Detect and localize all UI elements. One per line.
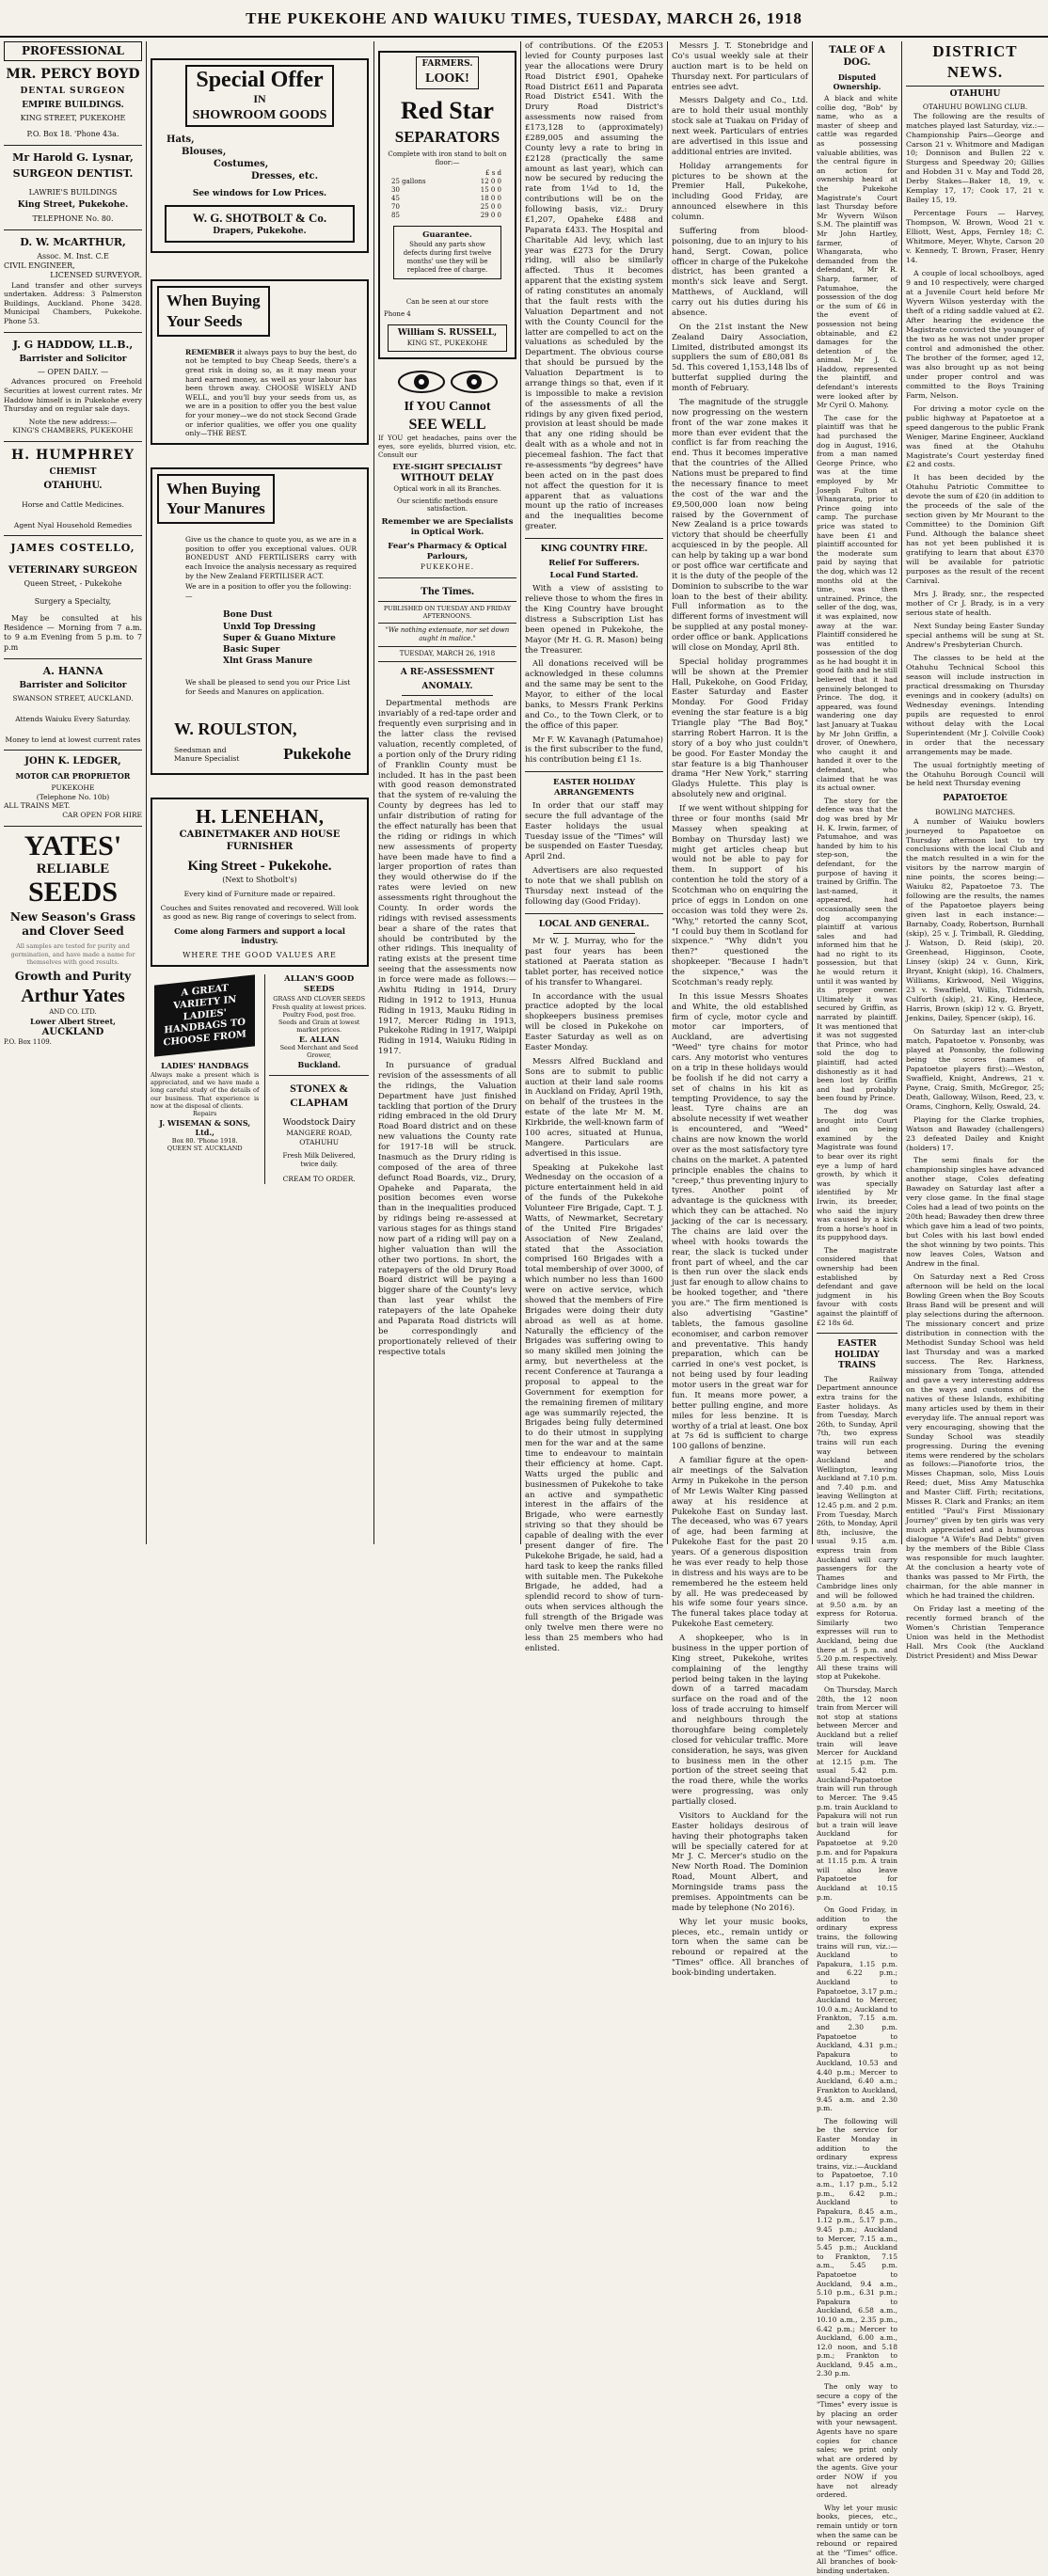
column-4 xyxy=(525,41,663,1653)
shotbolt-name: W. G. SHOTBOLT & Co. xyxy=(192,211,327,226)
eyes-illustration-icon xyxy=(396,369,500,395)
local-para: Messrs Alfred Buckland and Sons are to submit to public auction at their land sale rooms in Auckland on Friday, April 19th, on behalf of the trustees in the estate of the late Mr M. M. Kirkbride, the well-known farm of 100 acres, situated at Hunua, Mangere. Particulars are advertised in this issue. xyxy=(525,1056,663,1159)
allans-line: Fresh quality at lowest prices. xyxy=(272,1003,367,1011)
manures-title1: When Buying xyxy=(167,479,261,498)
news-para: A shopkeeper, who is in business in the upper portion of King street, Pukekohe, writes complaining of the lengthy period being taken in the laying down of a tarred macadam surface on the road and of the loss of trade accruing to himself and neighbours through the thoroughfare being completely closed for vehicular traffic. More consideration, he says, was given to business men in the other portion of the street seeing that the road there, while the works were progressing, was only partially closed. xyxy=(672,1634,808,1807)
yates-ad xyxy=(4,832,142,1048)
column-advertisements xyxy=(151,41,369,1544)
papatoetoe-para: On Saturday next a Red Cross afternoon will be held on the local Bowling Green when the Boy Scouts Brass Band will be present and will play selections during the afternoon. The missionary concert and prize distribution in connection with the Methodist Sunday School was held last Thursday and was a marked success. The Rev. Harkness, missionary from Tonga, attended and gave a very interesting address on the ways and customs of the natives of these Islands, exhibiting many articles used by them in their everyday life. The annual report was very encouraging, showing that the Sunday School was steadily progressing. During the evening items were rendered by the scholars as follows:—Pianoforte trios, the Misses Chapman, solo, Miss Louis Reed; duet, Miss Amy Matuschka and Master Cliff. Firth; recitations, Misses R. Clark and Franks; an item entitled "Paul's First Missionary Journey" given by ten girls was very much appreciated and a humorous dialogue "A Wife's Bad Debts" given by the members of the Bible Class was responsible for much laughter. At the conclusion a hearty vote of thanks was passed to Mr Firth, the chairman, for the able manner in which he had trained the children. xyxy=(906,1272,1044,1601)
otahuhu-para: A couple of local schoolboys, aged 9 and 10 respectively, were charged at a Juvenile Court held before Mr Wyvern Wilson yesterday with the theft of a riding saddle valued at £2. After hearing the evidence the Magistrate convicted the younger of the two as he was not under proper control and admonished the other. The brother of the former, aged 12, was also brought up as not being under proper control and was committed to the Boys Training Farm, Nelson. xyxy=(906,269,1044,400)
special-item: Hats, xyxy=(167,134,195,146)
local-para: Speaking at Pukekohe last Wednesday on the occasion of a picture entertainment held in aid of the funds of the Pukekohe Volunteer Fire Brigade, Capt. T. J. Watts, of Newmarket, Secretary of the United Fire Brigades' Association of New Zealand, stated that the Association comprised 160 Brigades with a total membership of over 3000, of which number no less than 1600 were on active service, which showed that the members of Fire Brigades were doing their duty abroad as well as at home. Naturally the efficiency of the Brigades was suffering owing to so many skilled men joining the army, but nevertheless at the recent Conference at Tauranga a proposal to appeal to the Government for exemption for the remaining firemen of military age was summarily rejected, the Brigades being fully determined to do their utmost in supplying men for the war and at the same time to endeavour to maintain their efficiency at home. Capt. Watts urged the public and businessmen of Pukekohe to take an active and sympathetic interest in the affairs of the Brigade, who were earnestly striving so that they should be capable of dealing with the ever present danger of fire. The Pukekohe Brigade, he said, had a hard task to keep the ranks filled with suitable men. The Pukekohe Brigade, he added, had a splendid record to show of turn-outs when services although the full strength of the Brigade was only twelve men there were no less than 25 members who had enlisted. xyxy=(525,1162,663,1653)
costello-name: JAMES COSTELLO, xyxy=(10,542,135,555)
fire-subheading: Relief For Sufferers. xyxy=(548,558,640,568)
news-para: Messrs J. T. Stonebridge and Co's usual weekly sale at their auction mart is to be held on Thursday next. For particulars of entries see advt. xyxy=(672,41,808,92)
handbag-body: Always make a present which is appreciated, and we have made a long careful study of the details of our business. That experience is now at the disposal of clients. xyxy=(151,1070,260,1110)
column-6 xyxy=(817,41,897,2575)
local-para: Mr W. J. Murray, who for the past four years has been stationed at Paerata station as tablet porter, has received notice of his transfer to Whangarei. xyxy=(525,937,663,988)
special-offer-title: Special Offer xyxy=(196,68,324,92)
stonex-addr: MANGERE ROAD, OTAHUHU xyxy=(286,1129,353,1146)
trains-para: Why let your music books, pieces, etc., remain untidy or torn when the same can be rebound or repaired at the "Times" office. All branches of book-binding undertaken. xyxy=(817,2503,897,2575)
haddow-role: Barrister and Solicitor xyxy=(19,354,127,364)
guarantee-box xyxy=(393,226,501,279)
trains-para: The following will be the service for Easter Monday in addition to the ordinary express trains, viz.:—Auckland to Papatoetoe, 7.10 a.m., 1.17 p.m., 5.12 p.m., 6.42 p.m.; Auckland to Papakura, 8.45 a.m., 1.12 p.m., 5.17 p.m., 9.45 p.m.; Auckland to Mercer, 7.15 a.m., 5.45 p.m.; Auckland to Frankton, 7.15 a.m., 5.45 p.m. Papatoetoe to Auckland, 9.4 a.m., 5.10 p.m., 6.31 p.m.; Papakura to Auckland, 6.58 a.m., 10.10 a.m., 2.35 p.m., 6.42 p.m.; Mercer to Auckland, 6.00 a.m., 12.0 noon, and 5.18 p.m.; Frankton to Auckland, 9.45 a.m., 2.30 p.m. xyxy=(817,2116,897,2378)
seeds-title-box xyxy=(157,286,270,337)
lenehan-line: Every kind of Furniture made or repaired. xyxy=(183,889,336,898)
look-label: LOOK! xyxy=(425,71,469,86)
special-item: Costumes, xyxy=(214,159,269,170)
anomaly-para: In pursuance of gradual revision of the assessments of all the ridings, the Valuation Department have just finished tackling that portion of the Drury riding embraced in the old Drury Road Board district and on these new valuations the County rate for 1917-18 will be struck. Inasmuch as the Drury riding is composed of the area of three defunct Road Boards, viz., Drury, Opaheke and Paparata, the position becomes even worse than in the inequalities produced by ridings being re-assessed at various stages for as things stand now part of a riding will pay on a higher valuation than will the other two portions. In short, the ratepayers of the old Drury Road Board district will be paying a bigger share of the County's levy than last year whilst the ratepayers of the late Opaheke and Paparata Road districts will be correspondingly and proportionately relieved of their respective totals xyxy=(378,1061,516,1357)
ledger-trains: ALL TRAINS MET. xyxy=(4,801,71,811)
trains-para: On Good Friday, in addition to the ordinary express trains, the following trains will run, viz.:—Auckland to Papakura, 1.15 p.m. and 6.22 p.m.; Auckland to Papatoetoe, 3.17 p.m.; Auckland to Mercer, 10.0 a.m.; Auckland to Frankton, 7.15 a.m. and 2.30 p.m. Papatoetoe to Auckland, 4.31 p.m.; Papakura to Auckland, 10.53 and 4.40 p.m.; Mercer to Auckland, 6.40 a.m.; Frankton to Auckland, 9.45 a.m. and 2.30 p.m. xyxy=(817,1905,897,2113)
allans-line: Poultry Food, post free. xyxy=(282,1010,356,1019)
trains-para: The only way to secure a copy of the "Times" every issue is by placing an order with your newsagent. Agents have no spare copies for chance sales; we print only what are ordered by the agents. Give your order NOW if you have not already ordered. xyxy=(817,2382,897,2500)
masthead xyxy=(0,0,1048,38)
papatoetoe-para: The semi finals for the championship singles have advanced another stage, Coles defeating Bawadey on Saturday last after a very close game. In the final stage Coles had a lead of two points on the 20th head; Bawadey then drew three which gave him a lead of two points, but Coles with his last bowl ended the shot winning by two points. This now leaves Coles, Watson and Andrew in the final. xyxy=(906,1156,1044,1269)
manures-footer: We shall be pleased to send you our Price List for Seeds and Manures on application. xyxy=(185,678,351,696)
column-rule xyxy=(520,41,521,1544)
anomaly-continued: of contributions. Of the £2053 levied for County purposes last year the allocations were Drury Road District £901, Opaheke Road District £611 and Paparata Road District £541. With the Drury Road District's assessments now raised from £173,128 to (approximately) £289,005 and assuming the County levy a rate to bring in £2128 (practically the same amount as last year), which can now be secured by reducing the rate from 1¼d to 1d, the contributions will be on the following basis, viz.: Drury £1,207, Opaheke £488 and Paparata £433. The Hospital and Charitable Aid levy, which last year was £273 for the Drury riding, will also be similarly affected. Thus it becomes apparent that the existing system of rating constitutes an anomaly that the fault rests with the Valuation Department and not with the County Council for the latter are compelled to act on the valuations as scheduled by the Department. The obvious course that should be pursued by the Valuation Department is to arrange things so that, even if it is impossible to make a revision of the assessments of all the ridings by any given fixed period, provision at least should be made that any one riding should be dealt with as a whole and not in piecemeal fashion. The fact that re-assessments "by degrees" have been acted on in the past does not affect the question for it is apparent that as valuations mount up the ratio of increases and the inequalities become greater. xyxy=(525,41,663,532)
russell-box xyxy=(388,324,507,352)
news-para: In this issue Messrs Shoates and White, the old established firm of cycle, motor cycle and motor car importers, of Auckland, are advertising "Weed" tyre chains for motor cars. Any motorist who ventures on a trip in these holidays would be foolish if he did not carry a set of chains in his kit as tempting Providence, to say the least. Tyre chains are an absolute necessity if wet weather is encountered, and "Weed" chains are now known the world over as the most satisfactory tyre chains on the market. A patented principle enables the chains to "creep," thus preventing injury to tyres. Another point of advantage is the quickness with which they can be attached. No jacking of the car is necessary. The chains are laid over the wheel with hooks towards the rear, the slack is tucked under front part of wheel, and the car is then run over the slack ends just far enough to allow chains to be hooked together, and "there you are." The firm mentioned is also advertising "Gastine" tablets, the famous gasoline economiser, and carbon remover and preventative. This handy preparation, which can be carried in one's vest pocket, is not being used by four leading motor users in the great war for fun. It means more power, a better pulling engine, and more miles for less benzine. It is worthy of a trial at least. One box at 7s 6d is sufficient to charge 100 gallons of benzine. xyxy=(672,991,808,1452)
news-para: On the 21st instant the New Zealand Dairy Association, Limited, distributed amongst its suppliers the sum of £80,081 8s 5d. This covered 1,153,148 lbs of butterfat supplied during the month of February. xyxy=(672,322,808,393)
column-professional xyxy=(4,41,142,1544)
sep-row: 25 gallons 12 0 0 xyxy=(391,178,501,186)
mcarthur-text: Land transfer and other surveys undertaken. Address: 3 Palmerston Buildings, Auckland. Phone 3428. Municipal Chambers, Pukekohe. Phone 53. xyxy=(4,280,142,326)
manures-text: Give us the chance to quote you, as we are in a position to offer you exceptional values. OUR BONEDUST AND FERTILISERS carry with each Invoice the analysis necessary as required by the New Zealand FERTILISER ACT. xyxy=(185,535,357,580)
special-offer-ad xyxy=(151,58,369,253)
haddow-address: KING'S CHAMBERS, PUKEKOHE xyxy=(12,426,134,435)
lysnar-street: King Street, Pukekohe. xyxy=(17,200,129,211)
eyes-title2: SEE WELL xyxy=(408,416,486,433)
yates-street: Lower Albert Street, xyxy=(30,1017,116,1027)
lenehan-street: King Street - Pukekohe. xyxy=(187,858,332,874)
otahuhu-para: For driving a motor cycle on the public highway at Papatoetoe at a speed dangerous to the public Frank Weniger, Marine Engineer, Auckland was fined at the Otahuhu Magistrate's Court yesterday fined £2 and costs. xyxy=(906,403,1044,469)
boyd-role: DENTAL SURGEON xyxy=(20,87,126,97)
stonex-sub: Woodstock Dairy xyxy=(282,1117,356,1128)
wiseman-addr: QUEEN ST. AUCKLAND xyxy=(167,1145,243,1153)
yates-box: P.O. Box 1109. xyxy=(4,1038,52,1047)
humphrey-text: Horse and Cattle Medicines. xyxy=(22,500,124,510)
wiseman-box: Box 80. 'Phone 1918. xyxy=(171,1137,238,1146)
special-item: Blouses, xyxy=(182,147,227,158)
eyes-title1: If YOU Cannot xyxy=(404,399,491,414)
yates-sub: New Season's Grass and Clover Seed xyxy=(9,909,136,939)
news-para: Suffering from blood-poisoning, due to an injury to his hand, Sergt. Cowan, police officer in charge of the Pukekohe district, has been granted a month's sick leave and Sergt. Matthews, of Auckland, will carry out his duties during his absence. xyxy=(672,226,808,318)
column-rule xyxy=(667,41,668,1544)
yates-title: YATES' xyxy=(24,830,122,861)
hanna-money: Money to lend at lowest current rates xyxy=(5,735,141,744)
shotbolt-sub: Drapers, Pukekohe. xyxy=(213,226,307,236)
papatoetoe-para: A number of Waiuku bowlers journeyed to Papatoetoe on Thursday afternoon last to try conclusions with the local Club and the match resulted in a win for the visitors by the narrow margin of nine points, the scores being:—Waiuku 82, Papatoetoe 73. The following are the results, the names of the Papatoetoe players being given last in each instance:—Barnaby, Coady, Robertson, Burnhall (skip), 25 v. J. Trimball, R. Gledding, J. Watson, D. Reid (skip), 20. Greenhead, Higginson, Coote, Linsey (skip) 24 v. Gunn, Kirk, Bryant, Knight (skip), 16. Chalmers, Williams, Kirkwood, Neil Wiggins, 23 v. Swaffield, Willis, Tidmarsh, Culforth (skip), 21. King, Herlece, Harris, Brown (skip) 12 v. G. Bryett, Jenkins, Dailey, Spencer (skip), 16. xyxy=(906,816,1044,1022)
roulston-name: W. ROULSTON, xyxy=(174,719,297,739)
eyesight-ad xyxy=(378,369,516,572)
papatoetoe-para: Playing for the Clarke trophies, Watson and Bawadey (challengers) 23 defeated Dailey and Knight (holders) 17. xyxy=(906,1114,1044,1152)
yates-growth: Growth and Purity xyxy=(14,970,132,984)
easter-para: In order that our staff may secure the full advantage of the Easter holidays the usual Tuesday issue of the "Times" will be suspended on Easter Tuesday, April 2nd. xyxy=(525,800,663,862)
anomaly-heading2: ANOMALY. xyxy=(421,681,473,691)
column-rule xyxy=(373,41,374,1544)
news-para: Visitors to Auckland for the Easter holidays desirous of having their photographs taken will be specially catered for at Mr J. C. Mercer's studio on the New North Road. The Dominion Road, Mount Albert, and Morningside trams pass the premises. Appointments can be made by telephone (No 2016). xyxy=(672,1810,808,1913)
otahuhu-para: Next Sunday being Easter Sunday special anthems will be sung at St. Andrew's Presbyterian Church. xyxy=(906,621,1044,649)
ledger-role: MOTOR CAR PROPRIETOR xyxy=(15,770,131,781)
news-para: Messrs Dalgety and Co., Ltd. are to hold their usual monthly stock sale at Tuakau on Friday of next week. Particulars of entries are advertised in this issue and additional entries are invited. xyxy=(672,96,808,157)
haddow-open: — OPEN DAILY. — xyxy=(37,368,109,377)
guarantee-title: Guarantee. xyxy=(422,230,472,241)
red-star-ad xyxy=(378,51,516,359)
ledger-place: PUKEKOHE xyxy=(51,783,95,793)
column-3 xyxy=(378,41,516,1544)
eyes-method: Our scientific methods ensure satisfaction. xyxy=(397,497,498,514)
sep-price-table xyxy=(391,169,511,220)
allans-title: ALLAN'S GOOD SEEDS xyxy=(284,974,355,995)
farmers-label: FARMERS. xyxy=(421,59,473,69)
redstar-title: Red Star xyxy=(401,97,494,125)
easter-para: Advertisers are also requested to note that we shall publish on Thursday next instead of the following day (Good Friday). xyxy=(525,866,663,907)
stonex-line: CREAM TO ORDER. xyxy=(282,1175,356,1184)
lysnar-role: SURGEON DENTIST. xyxy=(12,166,134,180)
boyd-name: MR. PERCY BOYD xyxy=(6,67,140,83)
district-heading: DISTRICT NEWS. xyxy=(932,42,1018,81)
eyes-optical: Optical work in all its Branches. xyxy=(393,484,501,493)
trains-para: The Railway Department announce extra trains for the Easter holidays. As from Tuesday, March 26th, to Sunday, April 7th, two express trains will run each way between Auckland and Wellington, leaving Auckland at 7.10 p.m. and 7.40 p.m. and leaving Wellington at 12.45 p.m. and 2 p.m. From Tuesday, March 26th, to Monday, April 8th, inclusive, the usual 9.15 a.m. express train from Auckland will carry passengers for the Thames and Cambridge lines only and will be followed at 9.50 a.m. by an express for Rotorua. Similarly two expresses will run to Auckland, being due there at 5 p.m. and 5.20 p.m. respectively. All these trains will stop at Pukekohe. xyxy=(817,1374,897,1682)
lenehan-name: H. LENEHAN, xyxy=(196,805,324,829)
russell-addr: KING ST., PUKEKOHE xyxy=(406,339,488,348)
manure-item: Basic Super xyxy=(223,644,280,655)
handbag-ad xyxy=(151,974,259,1183)
column-district-news xyxy=(906,41,1044,1660)
special-offer-box xyxy=(185,65,335,127)
lenehan-ad xyxy=(151,798,369,967)
dog-para: The magistrate considered that ownership had been established by defendant and gave judgment in his favour with costs against the plaintiff of £2 18s 6d. xyxy=(817,1245,897,1327)
mcarthur-role1: CIVIL ENGINEER, xyxy=(4,261,75,271)
boyd-street: KING STREET, PUKEKOHE xyxy=(20,114,126,123)
ledger-name: JOHN K. LEDGER, xyxy=(24,756,121,767)
dog-para: The dog was brought into Court and on being examined by the Magistrate was found to bear over its right eye a lump of hard growth, by which it was specially identified by Mr Irwin, its breeder, who said the injury was caused by a kick from a horse's hoof in its puppyhood days. xyxy=(817,1106,897,1242)
lysnar-phone: TELEPHONE No. 80. xyxy=(32,213,114,223)
column-5 xyxy=(672,41,808,1978)
lenehan-line: Come along Farmers and support a local industry. xyxy=(174,925,345,945)
manure-item: Super & Guano Mixture xyxy=(223,633,336,643)
anomaly-para: Departmental methods are invariably of a red-tape order and frequently even surprising and in the latter class the revised valuation, recently completed, of a portion only of the Drury riding of Franklin County must be included. It has in the past been with good reason demonstrated that the system of re-valuing the County by degrees has led to unfair distribution of rating for the effect naturally has been that the riding or ridings in which new assessments of property have been made have to find a larger proportion of rates than they would otherwise do if the rates were levied on new assessments right throughout the County. In order words the ridings with revised assessments bear a share of the rates that should be contributed by the other ridings. This inequality of rating exists at the present time seeing that the assessments now in force were made as follows:— Awhitu Riding in 1914, Drury Riding in 1912 to 1913, Hunua Riding in 1913, Mauku Riding in 1917, Mercer Riding in 1913, Pukekohe Riding in 1917, Waipipi Riding in 1914, Waiuku Riding in 1917. xyxy=(378,699,516,1057)
humphrey-name: H. HUMPHREY xyxy=(11,448,135,464)
sep-row: 45 18 0 0 xyxy=(391,195,501,203)
manures-list xyxy=(223,609,362,667)
ledger-phone: (Telephone No. 10b) xyxy=(36,792,110,801)
news-para: Holiday arrangements for pictures to be shown at the Premier Hall, Pukekohe, including Good Friday, are announced elsewhere in this column. xyxy=(672,161,808,222)
hanna-role: Barrister and Solicitor xyxy=(19,680,127,690)
sep-row: 85 29 0 0 xyxy=(391,212,501,220)
papatoetoe-heading: PAPATOETOE xyxy=(943,794,1008,804)
guarantee-text: Should any parts show defects during first twelve months' use they will be replaced free of charge. xyxy=(403,240,492,274)
roulston-sub: Seedsman and Manure Specialist xyxy=(174,745,240,764)
manure-item: Xlnt Grass Manure xyxy=(223,656,313,666)
fear-place: PUKEKOHE. xyxy=(420,561,475,571)
times-date: TUESDAY, MARCH 26, 1918 xyxy=(399,650,496,658)
manure-item: Bone Dust xyxy=(223,610,273,621)
fire-subheading2: Local Fund Started. xyxy=(549,571,639,581)
seeds-body xyxy=(185,348,357,438)
mcarthur-name: D. W. McARTHUR, xyxy=(20,235,126,248)
hanna-addr: SWANSON STREET, AUCKLAND. xyxy=(12,694,134,703)
wiseman-name: J. WISEMAN & SONS, Ltd., xyxy=(159,1117,251,1137)
papatoetoe-subheading: BOWLING MATCHES. xyxy=(934,807,1016,816)
news-para: The magnitude of the struggle now progressing on the western front of the war zone makes it more than ever evident that the conflict is far from reaching the end. Thus it becomes imperative that the countries of the Allied Nations must be prepared to find the necessary finance to meet the cost of the war and the £9,500,000 loan now being raised by the Government of New Zealand is a price towards victory that should be cheerfully acquiesced in by the people. All can help by taking up a war bond or post office war certificate and it is the duty of the people of the Dominion to subscribe to the war loan to the best of their ability. Full information as to the different forms of investment will be supplied at any postal money-order office or bank. Applications will close on Monday, April 8th. xyxy=(672,397,808,653)
special-item: Dresses, etc. xyxy=(251,170,319,182)
fire-para: With a view of assisting to relieve those to whom the fires in the King Country have brought distress a Subscription List has been opened in Pukekohe, the Mayor (Mr H. G. R. Mason) being the Treasurer. xyxy=(525,584,663,656)
otahuhu-para: The following are the results of matches played last Saturday, viz.:— Championship Pairs—George and Carson 21 v. Whitmore and Madigan 10; Donnison and Bullen 22 v. Sturgess and Speedway 20; Gillies and Hobden 31 v. May and Todd 28, Derby Stakes—Baker 18, 19, v. Kemplay 17, 17; Cook 17, 21 v. Bailey 15, 19. xyxy=(906,111,1044,205)
papatoetoe-para: On Friday last a meeting of the recently formed branch of the Women's Christian Temperance Union was held in the Methodist Hall. Mrs Cook (the Auckland District President) and Miss Dewar xyxy=(906,1604,1044,1660)
eyes-delay: WITHOUT DELAY xyxy=(401,472,494,483)
seeds-title2: Your Seeds xyxy=(167,312,243,331)
manures-position: We are in a position to offer you the following:— xyxy=(185,582,352,600)
fire-para: All donations received will be acknowledged in these columns and the same may be sent to the Mayor, to either of the local banks, to Messrs Frank Perkins and Co., to the Town Clerk, or to the office of this paper. xyxy=(525,659,663,731)
otahuhu-subheading: OTAHUHU BOWLING CLUB. xyxy=(922,103,1028,112)
dog-para: A black and white collie dog, "Bob" by name, who as a master of sheep and cattle was regarded as possessing valuable abilities, was the central figure in an action for ownership heard at the Pukekohe Magistrate's Court last Thursday before Mr Wyvern Wilson S.M. The plaintiff was Mr John Hartley, farmer, of Whangarata, who demanded from the defendant, Mr R. Sharp, farmer, of Patumahoe, the possession of the dog or the sum of £6 in the event of possession not being obtainable, and £2 damages for the detention of the animal. Mr J. G. Haddow, represented the plaintiff, and defendant's interests were looked after by Mr Cyril O. Mahony. xyxy=(817,94,897,410)
haddow-note: Note the new address:— xyxy=(28,417,118,426)
costello-text: May be consulted at his Residence — Morning from 7 a.m. to 9 a.m Evening from 5 p.m. to 7 p.m xyxy=(4,613,142,652)
easter-heading: EASTER HOLIDAY ARRANGEMENTS xyxy=(552,778,636,798)
news-para: Why let your music books, pieces, etc., remain untidy or torn when the same can be rebound or repaired at the "Times" office. All branches of book-binding undertaken. xyxy=(672,1917,808,1978)
haddow-name: J. G HADDOW, LL.B., xyxy=(12,338,134,351)
ledger-hire: CAR OPEN FOR HIRE xyxy=(62,810,142,819)
farmers-box xyxy=(416,56,480,89)
trains-heading: EASTER HOLIDAY TRAINS xyxy=(834,1339,880,1371)
column-rule xyxy=(812,41,813,1544)
humphrey-place: OTAHUHU. xyxy=(43,481,103,492)
lenehan-next: (Next to Shotbolt's) xyxy=(222,875,297,884)
anomaly-heading: A RE-ASSESSMENT xyxy=(400,668,495,678)
fire-para: Mr F. W. Kavanagh (Patumahoe) is the first subscriber to the fund, his contribution being £1 1s. xyxy=(525,735,663,766)
stonex-name: STONEX & CLAPHAM xyxy=(290,1081,349,1110)
haddow-text: Advances procured on Freehold Securities at lowest current rates. Mr Haddow himself is in Pukekohe every Thursday and on regular sale days. xyxy=(4,377,142,414)
yates-seeds: SEEDS xyxy=(27,876,119,908)
otahuhu-para: Percentage Fours — Harvey, Thompson, W. Brown, Wood 21 v. Elliott, West, Apps, Fernley 18; C. Whitmore, Meyer, Whyte, Carson 20 v. Kennedy, T. Brown, Fraser, Henry 14. xyxy=(906,209,1044,265)
otahuhu-para: The classes to be held at the Otahuhu Technical School this season will include instruction in practical dressmaking on Thursday evenings and in cookery (adults) on Wednesday evenings. Intending pupils are requested to enrol without delay with the Local Superintendent (Mr J. Colville Cook) in order that the necessary arrangements may be made. xyxy=(906,653,1044,756)
seeds-remember: REMEMBER xyxy=(185,347,235,356)
boyd-building: EMPIRE BUILDINGS. xyxy=(22,100,124,110)
lenehan-line: Couches and Suites renovated and recovered. Will look as good as new. Big range of coverings to select from. xyxy=(160,903,359,922)
allans-place: Buckland. xyxy=(297,1059,341,1069)
times-pub: PUBLISHED ON TUESDAY AND FRIDAY AFTERNOONS. xyxy=(383,604,512,621)
special-offer-sub: SHOWROOM GOODS xyxy=(192,107,327,122)
manures-title2: Your Manures xyxy=(167,499,265,518)
dog-para: The story for the defence was that the dog was bred by Mr H. K. Irwin, farmer, of Patumahoe, and was handed by him to his step-son, the defendant, for the purpose of having it trained by Griffin. The last-named, it appeared, had occasionally seen the dog accompanying plaintiff at various sales and had informed him that he had no right to its possession, but that he would return it until it was wanted by its proper owner. Ultimately it was secured by Griffin, as narrated by plaintiff. It was mentioned that it was not suggested that Prince, who had sold the dog to plaintiff, had acted dishonestly as it had been lost by Griffin and had probably been found by Prince. xyxy=(817,796,897,1103)
yates-small: All samples are tested for purity and germination, and have made a name for themselves with good results. xyxy=(10,942,135,967)
manures-title-box xyxy=(157,474,275,525)
bottom-ads xyxy=(151,974,369,1183)
lenehan-role: CABINETMAKER AND HOUSE FURNISHER xyxy=(179,829,341,852)
otahuhu-para: It has been decided by the Otahuhu Patriotic Committee to devote the sum of £20 (in addition to the proceeds of the sale of the section given by Mr Mourant to the Committee) to the Dominion Gift Fund. Although the balance sheet has not yet been published it is gratifying to learn that about £370 will be available for patriotic purposes as the result of the recent Carnival. xyxy=(906,473,1044,586)
section-heading: PROFESSIONAL xyxy=(4,41,142,61)
stonex-line: twice daily. xyxy=(300,1161,339,1169)
lysnar-building: LAWRIE'S BUILDINGS xyxy=(28,187,118,197)
otahuhu-heading: OTAHUHU xyxy=(949,88,1001,99)
costello-addr: Queen Street, - Pukekohe xyxy=(24,579,122,589)
stonex-line: Fresh Milk Delivered, xyxy=(282,1152,356,1161)
eyes-spec: EYE-SIGHT SPECIALIST xyxy=(392,462,502,472)
news-para: A familiar figure at the open-air meetings of the Salvation Army in Pukekohe in the person of Mr Lewis Walter King passed away at his residence at Pukekohe East on Sunday last. The deceased, who was 67 years of age, had been farming at Pukekohe East for the past 20 years. Of a generous disposition he was ever ready to help those in distress and his ways are to be remembered he the esteem held by all. He was predeceased by his wife some four years since. The funeral takes place today at Pukekohe East cemetery. xyxy=(672,1456,808,1630)
seen-text: Can be seen at our store xyxy=(405,297,489,306)
newspaper-title: THE PUKEKOHE AND WAIUKU TIMES, TUESDAY, MARCH 26, 1918 xyxy=(246,9,802,27)
dog-para: The case for the plaintiff was that he had purchased the dog in August, 1916, from a man named George Prince, who was at the time employed by Mr Joseph Fulton at Whangarata, prior to Prince going into camp. The purchase price was stated to have been £1 and plaintiff accounted for the moderate sum paid by saying that the dog, which was 12 months old at the time, was then untrained. Prince, the seller of the dog, was, it was explained, now away at the war. Plaintiff considered he was entitled to possession of the dog as he had bought it in good faith and he still believed that it had genuinely belonged to Prince. The dog, it appeared, was found wandering one day last January at Tuakau by Mr John Griffin, a drover, of Onewhero, who caught it and handed it over to the defendant, who claimed that he was its actual owner. xyxy=(817,413,897,793)
allans-name: E. ALLAN xyxy=(298,1034,340,1044)
local-heading: LOCAL AND GENERAL. xyxy=(538,919,650,929)
news-para: If we went without shipping for three or four months (said Mr Massey when speaking at Bombay on Thursday last) we might get articles cheap but would not be able to pay for them. In support of his contention he told the story of a Scotchman who on enquiring the price of eggs in London on one occasion was told they were 2s. "Why," retorted the canny Scot, "I could buy them in Scotland for sixpence." "Why didn't you then?" questioned the shopkeeper. "Because I hadn't the sixpence," was the Scotchman's ready reply. xyxy=(672,804,808,988)
costello-role: VETERINARY SURGEON xyxy=(8,564,138,576)
shotbolt-box xyxy=(165,205,355,243)
allans-ad xyxy=(264,974,369,1183)
manures-ad xyxy=(151,467,369,775)
otahuhu-para: Mrs J. Brady, snr., the respected mother of Cr J. Brady, is in a very serious state of health. xyxy=(906,590,1044,618)
eyes-remember: Remember we are Specialists in Optical Work. xyxy=(381,517,514,538)
otahuhu-para: The usual fortnightly meeting of the Otahuhu Borough Council will be held next Thursday evening xyxy=(906,760,1044,788)
news-para: Special holiday programmes will be shown at the Premier Hall, Pukekohe, on Good Friday, Easter Saturday and Easter Monday. For Good Friday evening the star feature is a big Triangle play "The Bad Boy," starring Robert Harron. It is the story of a boy who just couldn't be good. For Easter Monday the star feature is a big Thanhouser drama "Her New York," starring Gladys Hulette. This play is absolutely new and original. xyxy=(672,656,808,800)
sep-row: 70 25 0 0 xyxy=(391,203,501,212)
handbag-repairs: Repairs xyxy=(193,1110,217,1118)
phone-text: Phone 4 xyxy=(384,309,411,318)
lenehan-line: WHERE THE GOOD VALUES ARE xyxy=(183,951,337,960)
roulston-place: Pukekohe xyxy=(283,745,351,764)
sep-caption: Complete with iron stand to bolt on floor:— xyxy=(388,150,507,167)
fear-name: Fear's Pharmacy & Optical Parlours, xyxy=(388,542,507,562)
manure-item: Unxld Top Dressing xyxy=(223,622,316,632)
humphrey-role: CHEMIST xyxy=(49,466,97,477)
eyes-text: If YOU get headaches, pains over the eyes, sore eyelids, blurred vision, etc. Consult our xyxy=(378,435,516,459)
humphrey-agent: Agent Nyal Household Remedies xyxy=(13,520,133,529)
seeds-ad xyxy=(151,279,369,444)
local-para: In accordance with the usual practice adopted by the local shopkeepers business premises will be closed in Pukekohe on Easter Saturday as well as on Easter Monday. xyxy=(525,991,663,1052)
lysnar-name: Mr Harold G. Lysnar, xyxy=(12,150,134,164)
special-windows: See windows for Low Prices. xyxy=(192,188,327,198)
roulston-footer xyxy=(174,744,351,765)
mcarthur-assoc: Assoc. M. Inst. C.E xyxy=(37,251,109,261)
allans-line: Seeds and Grain at lowest market prices. xyxy=(278,1019,360,1035)
yates-city: AUCKLAND xyxy=(41,1026,104,1037)
handbag-banner: A GREAT VARIETY IN LADIES' HANDBAGS TO CHOOSE FROM xyxy=(154,975,255,1057)
handbag-head: LADIES' HANDBAGS xyxy=(161,1061,249,1071)
russell-name: William S. RUSSELL, xyxy=(397,327,498,338)
dog-heading: TALE OF A DOG. xyxy=(829,45,885,68)
dog-subheading: Disputed Ownership. xyxy=(833,71,881,91)
fire-heading: KING COUNTRY FIRE. xyxy=(540,545,648,554)
mcarthur-role2: LICENSED SURVEYOR. xyxy=(50,271,142,280)
separators-title: SEPARATORS xyxy=(394,127,500,146)
boyd-box: P.O. Box 18. 'Phone 43a. xyxy=(26,129,119,138)
yates-co: AND CO. LTD. xyxy=(49,1008,97,1017)
costello-special: Surgery a Specialty, xyxy=(34,596,112,606)
sep-currency-header: £ s d xyxy=(485,169,501,178)
times-motto: "We nothing extenuate, nor set down aught in malice." xyxy=(385,626,510,643)
seeds-title1: When Buying xyxy=(167,292,261,310)
hanna-attends: Attends Waiuku Every Saturday. xyxy=(15,714,131,723)
trains-para: On Thursday, March 28th, the 12 noon train from Mercer will not stop at stations between Mercer and Auckland but a relief train will leave Mercer for Auckland at 12.15 p.m. The usual 5.42 p.m. Auckland-Papatoetoe train will run through to Mercer. The 9.45 p.m. train Auckland to Papakura will not run but a train will leave Auckland for Papatoetoe at 9.20 p.m. and for Papakura at 11.15 p.m. A train will also leave Papatoetoe for Auckland at 10.15 p.m. xyxy=(817,1684,897,1902)
special-offer-in: IN xyxy=(253,92,266,106)
yates-company: Arthur Yates xyxy=(21,985,125,1006)
allans-sub: GRASS AND CLOVER SEEDS xyxy=(273,995,366,1004)
papatoetoe-para: On Saturday last an inter-club match, Papatoetoe v. Ponsonby, was played at Ponsonby, the following being the scores (names of Papatoetoe players first):—Weston, Swaffield, Knight, Andrews, 21 v. Payne, Craig, Smith, McGregor, 25; Death, Galloway, Wilson, Reed, 23, v. Orams, Cinghorn, Kelly, Oswald, 24. xyxy=(906,1026,1044,1111)
allans-role: Seed Merchant and Seed Grower, xyxy=(279,1043,358,1060)
yates-reliable: RELIABLE xyxy=(36,861,110,877)
column-rule xyxy=(146,41,147,1544)
sep-row: 30 15 0 0 xyxy=(391,186,501,195)
column-rule xyxy=(901,41,902,1544)
times-heading: The Times. xyxy=(421,583,474,597)
seeds-text: it always pays to buy the best, do not be tempted to buy Cheap Seeds, there's a great risk in doing so, as it may mean your hard earned money, as well as your labour has been thrown away. CHOOSE WISELY AND WELL, and you'll buy your seeds from us, as we are in a position to offer you the best value for your money—we do not stock Second Grade or inferior qualities, we offer you one quality only—THE BEST. xyxy=(185,347,357,438)
hanna-name: A. HANNA xyxy=(42,664,103,677)
